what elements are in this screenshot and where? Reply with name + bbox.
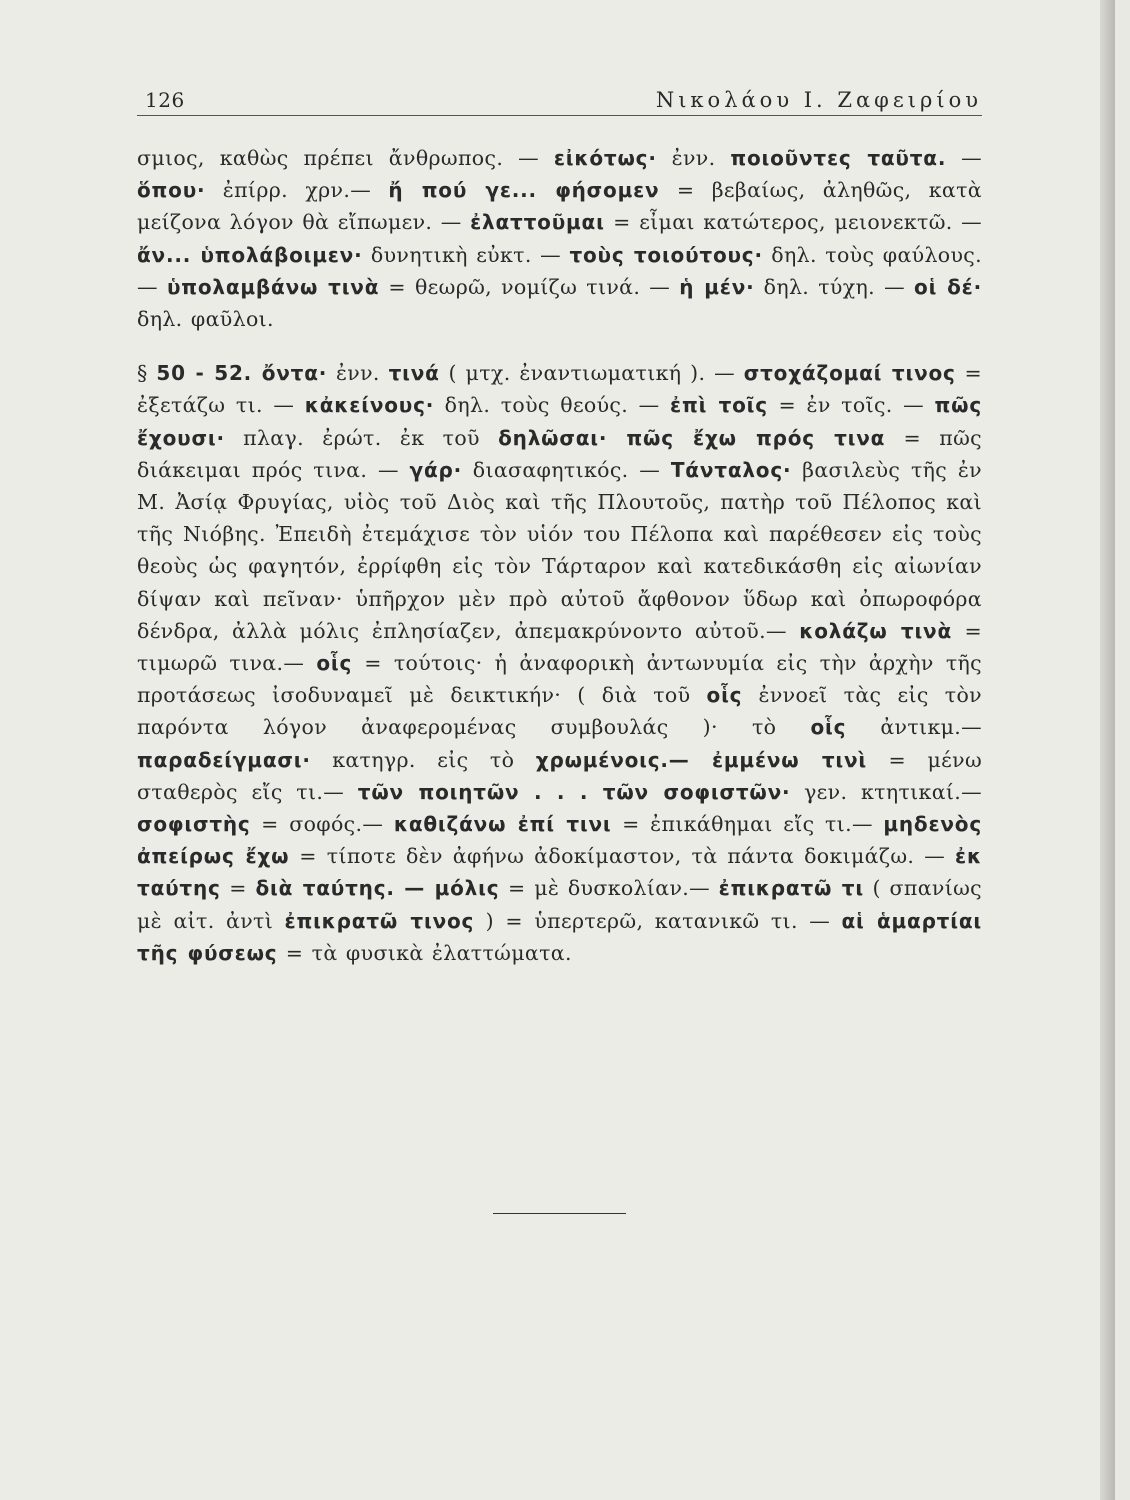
headword: οἷς: [810, 715, 847, 740]
gloss-text: = τούτοις· ἡ ἀναφορικὴ ἀντωνυμία εἰς τὴν ἀρχὴν τῆς προτάσεως ἰσοδυναμεῖ μὲ δεικτικήν· ( διὰ τοῦ: [137, 651, 983, 708]
gloss-text: σμιος, καθὼς πρέπει ἄνθρωπος. —: [137, 146, 554, 170]
headword: στοχάζομαί τινος: [743, 361, 956, 386]
gloss-text: δηλ. τοὺς θεούς. —: [434, 393, 671, 418]
gloss-text: δηλ. τύχη. —: [754, 274, 915, 299]
headword: ἤ πού γε... φήσομεν: [388, 178, 660, 203]
gloss-text: = βεβαίως, ἀληθῶς, κατὰ μείζονα λόγον θὰ εἴπωμεν. —: [137, 178, 982, 235]
gloss-text: πλαγ. ἐρώτ. ἐκ τοῦ: [224, 425, 499, 450]
headword: εἰκότως·: [553, 146, 657, 170]
end-rule: [493, 1213, 626, 1214]
gloss-text: ) = ὑπερτερῶ, κατανικῶ τι. —: [474, 908, 842, 933]
gloss-text: = μένω σταθερὸς εἴς τι.—: [137, 747, 983, 804]
headword: ἐλαττοῦμαι: [470, 210, 605, 235]
gloss-text: κατηγρ. εἰς τὸ: [310, 747, 536, 772]
running-head: Νικολάου Ι. Ζαφειρίου: [655, 88, 982, 112]
gloss-text: = ἐν τοῖς. —: [767, 393, 935, 418]
headword: ἐπικρατῶ τινος: [284, 908, 475, 933]
headword: κολάζω τινὰ: [799, 618, 953, 643]
gloss-text: διασαφητικός. —: [462, 457, 671, 482]
gloss-text: = πῶς διάκειμαι πρός τινα. —: [137, 425, 982, 482]
headword: Τάνταλος·: [670, 457, 792, 482]
headword: σοφιστὴς: [137, 812, 251, 837]
gloss-text: δυνητικὴ εὐκτ. —: [362, 242, 570, 267]
headword: ἄν... ὑπολάβοιμεν·: [137, 242, 363, 267]
headword: οἷς: [316, 651, 353, 676]
gloss-text: γεν. κτητικαί.—: [790, 779, 982, 804]
gloss-text: = σοφός.—: [250, 812, 394, 837]
headword: τινά: [388, 361, 440, 386]
gloss-text: δηλ. τοὺς φαύλους.—: [137, 242, 983, 299]
headword: τοὺς τοιούτους·: [569, 242, 763, 267]
page-number: 126: [145, 88, 185, 112]
commentary-text: [137, 142, 982, 969]
gloss-text: ( μτχ. ἐναντιωματική ). —: [439, 361, 744, 386]
gloss-text: ἐνν.: [656, 146, 731, 170]
headword: ποιοῦντες ταῦτα.: [730, 146, 947, 170]
headword: μηδενὸς ἀπείρως ἔχω: [137, 812, 983, 869]
headword: καθιζάνω ἐπί τινι: [393, 812, 612, 837]
headword: αἱ ἁμαρτίαι τῆς φύσεως: [137, 908, 982, 965]
headword: ὅπου·: [137, 178, 206, 203]
gloss-text: —: [946, 146, 982, 170]
headword: ἐπικρατῶ τι: [718, 876, 864, 901]
page-edge-shadow: [1100, 0, 1115, 1500]
gloss-text: ἀντικμ.—: [846, 715, 982, 740]
gloss-text: ἐννοεῖ τὰς εἰς τὸν παρόντα λόγον ἀναφερομένας συμβουλάς )· τὸ: [137, 683, 982, 740]
gloss-text: =: [220, 876, 256, 901]
gloss-text: §: [137, 361, 157, 386]
headword: χρωμένοις.— ἐμμένω τινὶ: [535, 747, 868, 772]
headword: κἀκείνους·: [304, 393, 435, 418]
headword: ἐκ ταύτης: [137, 844, 982, 901]
gloss-text: = τίποτε δὲν ἀφήνω ἀδοκίμαστον, τὰ πάντα δοκιμάζω. —: [289, 844, 956, 869]
paragraph: [137, 357, 982, 969]
gloss-text: δηλ. φαῦλοι.: [137, 307, 274, 332]
gloss-text: = θεωρῶ, νομίζω τινά. —: [379, 274, 680, 299]
paragraph: [137, 142, 982, 335]
gloss-text: = ἐξετάζω τι. —: [137, 361, 982, 418]
gloss-text: = τιμωρῶ τινα.—: [137, 618, 982, 676]
page-header: [137, 82, 982, 116]
gloss-text: = ἐπικάθημαι εἴς τι.—: [611, 812, 884, 837]
headword: διὰ ταύτης. — μόλις: [255, 876, 500, 901]
gloss-text: = εἶμαι κατώτερος, μειονεκτῶ. —: [604, 210, 982, 235]
headword: ἡ μέν·: [679, 274, 755, 299]
headword: τῶν ποιητῶν . . . τῶν σοφιστῶν·: [357, 779, 791, 804]
gloss-text: = τὰ φυσικὰ ἐλαττώματα.: [277, 940, 572, 965]
gloss-text: ἐνν.: [327, 361, 389, 386]
headword: οἱ δέ·: [914, 274, 983, 299]
headword: ὑπολαμβάνω τινὰ: [166, 274, 380, 299]
gloss-text: βασιλεὺς τῆς ἐν Μ. Ἀσίᾳ Φρυγίας, υἱὸς τοῦ Διὸς καὶ τῆς Πλουτοῦς, πατὴρ τοῦ Πέλοπος καὶ τῆς Νιόβης. Ἐπειδὴ ἐτεμάχισε τὸν υἱόν του Πέλοπα καὶ παρέθεσεν εἰς τοὺς θεοὺς ὡς φαγητόν, ἐρρίφθη εἰς τὸν Τάρταρον καὶ κατεδικάσθη εἰς αἰωνίαν δίψαν καὶ πεῖναν· ὑπῆρχον μὲν πρὸ αὐτοῦ ἄφθονον ὕδωρ καὶ ὀπωροφόρα δένδρα, ἀλλὰ μόλις ἐπλησίαζεν, ἀπεμακρύνοντο αὐτοῦ.—: [137, 457, 982, 643]
headword: πῶς ἔχουσι·: [137, 393, 983, 450]
headword: 50 - 52. ὄντα·: [156, 361, 328, 386]
header-rule: [137, 115, 982, 116]
headword: γάρ·: [409, 457, 463, 482]
headword: ἐπὶ τοῖς: [670, 393, 768, 418]
gloss-text: ( σπανίως μὲ αἰτ. ἀντὶ: [137, 876, 982, 933]
gloss-text: ἐπίρρ. χρν.—: [205, 178, 389, 203]
headword: οἷς: [706, 683, 743, 708]
headword: παραδείγμασι·: [137, 747, 311, 772]
gloss-text: = μὲ δυσκολίαν.—: [499, 876, 719, 901]
headword: δηλῶσαι· πῶς ἔχω πρός τινα: [498, 425, 886, 450]
